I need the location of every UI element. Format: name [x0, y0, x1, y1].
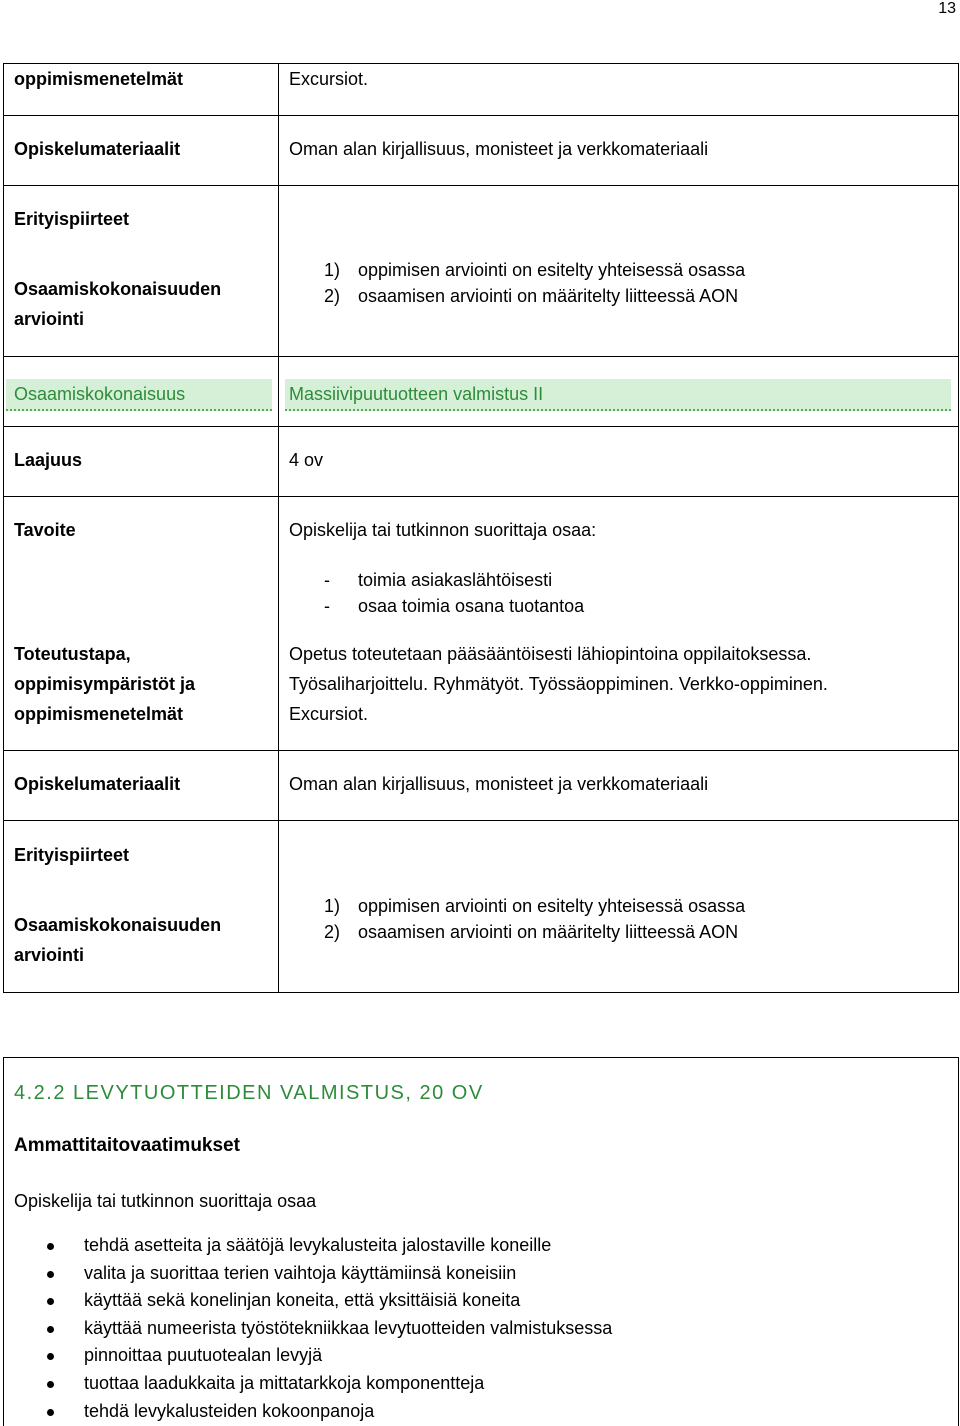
row-value	[289, 64, 949, 94]
assessment-list	[324, 893, 960, 945]
value-text: Opiskelija tai tutkinnon suorittaja osaa:	[289, 520, 597, 540]
label-text: Toteutustapa,	[14, 644, 131, 664]
label-text: Tavoite	[14, 520, 76, 540]
list-text: pinnoittaa puutuotealan levyjä	[84, 1345, 323, 1366]
row-value	[289, 134, 949, 164]
section-subheading: Ammattitaitovaatimukset	[14, 1135, 240, 1156]
label-text: Osaamiskokonaisuuden	[14, 915, 222, 935]
label-text: oppimismenetelmät	[14, 69, 184, 89]
list-number: 2)	[324, 286, 341, 306]
requirements-list	[14, 1232, 612, 1425]
row-label	[14, 274, 270, 334]
page-number: 13	[938, 0, 956, 17]
list-dash: -	[324, 596, 330, 616]
value-text: 4 ov	[289, 450, 324, 470]
label-text: arviointi	[14, 945, 85, 965]
list-number: 2)	[324, 922, 341, 942]
row-label	[14, 204, 270, 234]
value-text: Opetus toteutetaan pääsääntöisesti lähiopintoina oppilaitoksessa.	[289, 644, 812, 664]
row-label	[14, 445, 270, 475]
bullet-icon	[47, 1409, 54, 1416]
bullet-icon	[47, 1353, 54, 1360]
list-item	[14, 1342, 612, 1370]
list-text: tuottaa laadukkaita ja mittatarkkoja komponentteja	[84, 1372, 485, 1393]
module-title: Massiivipuutuotteen valmistus II	[289, 384, 544, 404]
list-dash: -	[324, 570, 330, 590]
column-divider	[278, 64, 279, 992]
value-text: Oman alan kirjallisuus, monisteet ja verkkomateriaali	[289, 774, 709, 794]
list-item	[324, 593, 960, 619]
section-box	[3, 1057, 959, 1426]
list-item	[324, 893, 960, 919]
row-divider	[4, 426, 958, 427]
bullet-icon	[47, 1298, 54, 1305]
row-label	[14, 769, 270, 799]
value-text: Excursiot.	[289, 704, 369, 724]
list-text: osaamisen arviointi on määritelty liitteessä AON	[358, 286, 739, 306]
row-divider	[4, 750, 958, 751]
row-label	[14, 515, 270, 545]
list-text: osaa toimia osana tuotantoa	[358, 596, 585, 616]
list-text: käyttää numeerista työstötekniikkaa levytuotteiden valmistuksessa	[84, 1317, 613, 1338]
value-text: Excursiot.	[289, 69, 369, 89]
goal-list	[324, 567, 960, 619]
list-item	[14, 1315, 612, 1343]
row-value	[289, 445, 949, 475]
list-item	[14, 1287, 612, 1315]
row-value	[289, 379, 949, 409]
label-text: Laajuus	[14, 450, 83, 470]
list-text: tehdä levykalusteiden kokoonpanoja	[84, 1400, 375, 1421]
bullet-icon	[47, 1381, 54, 1388]
list-text: valita ja suorittaa terien vaihtoja käyttämiinsä koneisiin	[84, 1262, 517, 1283]
list-text: osaamisen arviointi on määritelty liitteessä AON	[358, 922, 739, 942]
row-label	[14, 379, 270, 409]
row-divider	[4, 185, 958, 186]
list-item	[14, 1370, 612, 1398]
label-text: Osaamiskokonaisuus	[14, 384, 186, 404]
row-value	[289, 515, 949, 545]
row-divider	[4, 820, 958, 821]
list-item	[324, 257, 960, 283]
list-text: oppimisen arviointi on esitelty yhteisessä osassa	[358, 896, 746, 916]
list-text: oppimisen arviointi on esitelty yhteisessä osassa	[358, 260, 746, 280]
section-heading: 4.2.2 LEVYTUOTTEIDEN VALMISTUS, 20 OV	[14, 1082, 484, 1104]
label-text: Erityispiirteet	[14, 845, 130, 865]
curriculum-table	[3, 63, 959, 993]
row-label	[14, 840, 270, 870]
list-text: käyttää sekä konelinjan koneita, että yksittäisiä koneita	[84, 1290, 521, 1311]
label-text: Erityispiirteet	[14, 209, 130, 229]
list-item	[324, 919, 960, 945]
row-divider	[4, 115, 958, 116]
list-text: tehdä asetteita ja säätöjä levykalusteita jalostaville koneille	[84, 1235, 552, 1255]
list-item	[324, 567, 960, 593]
list-text: toimia asiakaslähtöisesti	[358, 570, 553, 590]
row-divider	[4, 356, 958, 357]
row-label	[14, 639, 270, 729]
row-divider	[4, 496, 958, 497]
label-text: oppimisympäristöt ja	[14, 674, 196, 694]
value-text: Oman alan kirjallisuus, monisteet ja verkkomateriaali	[289, 139, 709, 159]
label-text: Opiskelumateriaalit	[14, 774, 181, 794]
row-value	[289, 639, 949, 729]
section-intro: Opiskelija tai tutkinnon suorittaja osaa	[14, 1191, 317, 1211]
label-text: Opiskelumateriaalit	[14, 139, 181, 159]
assessment-list	[324, 257, 960, 309]
list-number: 1)	[324, 260, 341, 280]
list-item	[324, 283, 960, 309]
row-label	[14, 910, 270, 970]
bullet-icon	[47, 1326, 54, 1333]
list-number: 1)	[324, 896, 341, 916]
row-label	[14, 134, 270, 164]
value-text: Työsaliharjoittelu. Ryhmätyöt. Työssäoppiminen. Verkko-oppiminen.	[289, 674, 828, 694]
list-item	[14, 1398, 612, 1426]
row-label	[14, 64, 270, 94]
row-value	[289, 769, 949, 799]
list-item	[14, 1260, 612, 1288]
bullet-icon	[47, 1271, 54, 1278]
label-text: arviointi	[14, 309, 85, 329]
label-text: Osaamiskokonaisuuden	[14, 279, 222, 299]
label-text: oppimismenetelmät	[14, 704, 184, 724]
bullet-icon	[47, 1243, 54, 1250]
list-item	[14, 1232, 612, 1260]
